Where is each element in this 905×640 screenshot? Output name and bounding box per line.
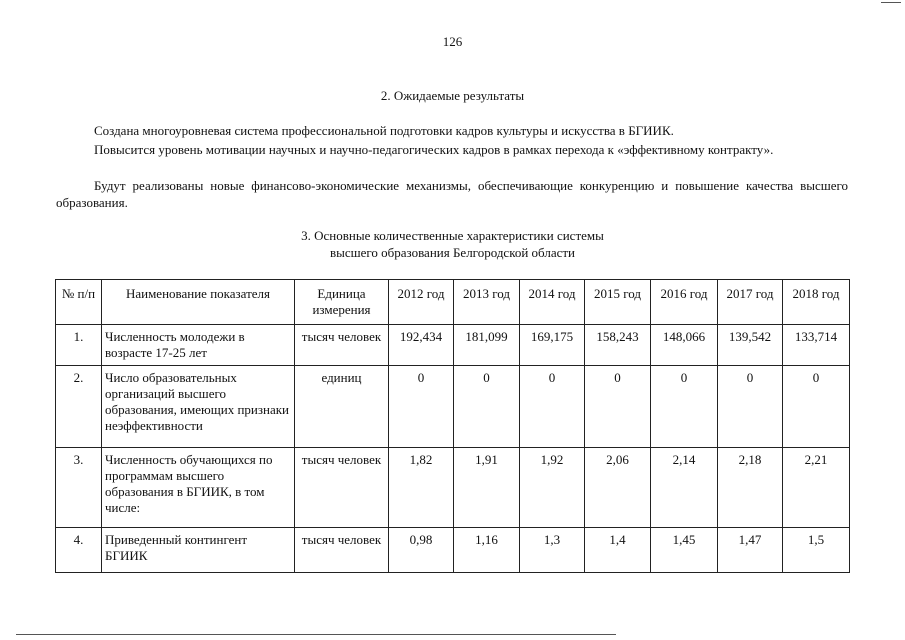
value-cell: 2,18 xyxy=(718,448,783,528)
table-title-line-2: высшего образования Белгородской области xyxy=(329,245,576,260)
unit-cell: единиц xyxy=(295,366,389,448)
value-cell: 2,21 xyxy=(783,448,850,528)
table-title-line-1: 3. Основные количественные характеристики системы xyxy=(301,228,604,243)
header-unit: Единица измерения xyxy=(295,280,389,325)
corner-scan-mark xyxy=(881,2,901,3)
value-cell: 1,5 xyxy=(783,528,850,573)
table-row xyxy=(56,448,850,528)
value-cell: 0 xyxy=(520,366,585,448)
paragraph-3-text: Будут реализованы новые финансово-экономические механизмы, обеспечивающие конкуренцию и повышение качества высшего образования. xyxy=(56,178,848,210)
value-cell: 1,82 xyxy=(389,448,454,528)
value-cell: 0 xyxy=(585,366,651,448)
value-cell: 192,434 xyxy=(389,325,454,366)
table-row xyxy=(56,325,850,366)
header-year: 2017 год xyxy=(718,280,783,325)
value-cell: 148,066 xyxy=(651,325,718,366)
table-row xyxy=(56,366,850,448)
value-cell: 1,47 xyxy=(718,528,783,573)
value-cell: 0 xyxy=(651,366,718,448)
row-number: 1. xyxy=(56,325,102,366)
row-number: 2. xyxy=(56,366,102,448)
value-cell: 139,542 xyxy=(718,325,783,366)
value-cell: 1,4 xyxy=(585,528,651,573)
row-number: 4. xyxy=(56,528,102,573)
value-cell: 181,099 xyxy=(454,325,520,366)
unit-cell: тысяч человек xyxy=(295,528,389,573)
header-year: 2015 год xyxy=(585,280,651,325)
value-cell: 1,16 xyxy=(454,528,520,573)
characteristics-table xyxy=(55,279,850,573)
header-year: 2018 год xyxy=(783,280,850,325)
header-name: Наименование показателя xyxy=(102,280,295,325)
indicator-name: Численность молодежи в возрасте 17-25 лет xyxy=(102,325,295,366)
table-row xyxy=(56,528,850,573)
row-number: 3. xyxy=(56,448,102,528)
paragraph-1 xyxy=(56,122,848,139)
value-cell: 1,92 xyxy=(520,448,585,528)
unit-cell: тысяч человек xyxy=(295,325,389,366)
header-year: 2013 год xyxy=(454,280,520,325)
header-year: 2012 год xyxy=(389,280,454,325)
indicator-name: Численность обучающихся по программам высшего образования в БГИИК, в том числе: xyxy=(102,448,295,528)
bottom-divider xyxy=(16,634,616,635)
value-cell: 0,98 xyxy=(389,528,454,573)
section-title: 2. Ожидаемые результаты xyxy=(380,88,525,103)
value-cell: 158,243 xyxy=(585,325,651,366)
paragraph-2 xyxy=(56,141,848,158)
value-cell: 2,14 xyxy=(651,448,718,528)
header-num: № п/п xyxy=(56,280,102,325)
value-cell: 133,714 xyxy=(783,325,850,366)
table-title xyxy=(0,227,905,261)
table-header-row xyxy=(56,280,850,325)
value-cell: 169,175 xyxy=(520,325,585,366)
value-cell: 1,45 xyxy=(651,528,718,573)
unit-cell: тысяч человек xyxy=(295,448,389,528)
page-number: 126 xyxy=(442,34,463,49)
value-cell: 1,3 xyxy=(520,528,585,573)
indicator-name: Число образовательных организаций высшего образования, имеющих признаки неэффективности xyxy=(102,366,295,448)
value-cell: 1,91 xyxy=(454,448,520,528)
header-year: 2016 год xyxy=(651,280,718,325)
paragraph-3 xyxy=(56,177,848,211)
value-cell: 0 xyxy=(783,366,850,448)
paragraph-1-text: Создана многоуровневая система профессиональной подготовки кадров культуры и искусства в БГИИК. xyxy=(94,123,674,138)
indicator-name: Приведенный контингент БГИИК xyxy=(102,528,295,573)
value-cell: 2,06 xyxy=(585,448,651,528)
value-cell: 0 xyxy=(389,366,454,448)
value-cell: 0 xyxy=(718,366,783,448)
value-cell: 0 xyxy=(454,366,520,448)
header-year: 2014 год xyxy=(520,280,585,325)
paragraph-2-text: Повысится уровень мотивации научных и научно-педагогических кадров в рамках перехода к «эффективному контракту». xyxy=(94,142,774,157)
